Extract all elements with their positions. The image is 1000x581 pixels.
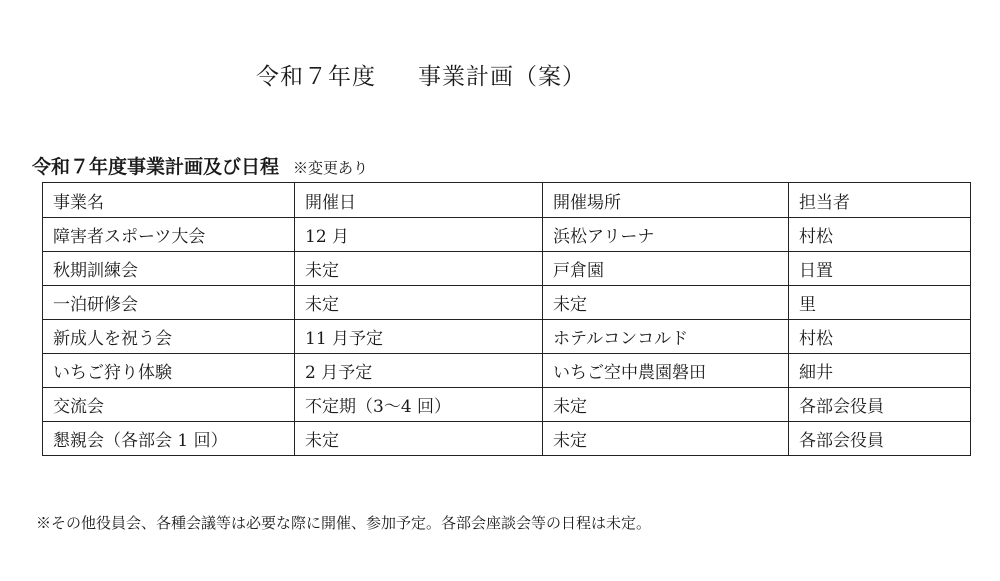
table-row	[43, 388, 971, 422]
cell-project-name: 交流会	[43, 388, 295, 422]
footer-note: ※その他役員会、各種会議等は必要な際に開催、参加予定。各部会座談会等の日程は未定。	[36, 514, 652, 532]
cell-person-in-charge: 村松	[789, 320, 971, 354]
section-heading-text: 令和７年度事業計画及び日程	[32, 156, 280, 178]
cell-person-in-charge: 日置	[789, 252, 971, 286]
cell-date: 12 月	[295, 218, 543, 252]
table-row	[43, 218, 971, 252]
table-row	[43, 286, 971, 320]
cell-date: 未定	[295, 252, 543, 286]
cell-venue: 未定	[543, 286, 789, 320]
cell-project-name: いちご狩り体験	[43, 354, 295, 388]
cell-venue: いちご空中農園磐田	[543, 354, 789, 388]
cell-date: 未定	[295, 286, 543, 320]
cell-venue: ホテルコンコルド	[543, 320, 789, 354]
table-row	[43, 354, 971, 388]
cell-project-name: 秋期訓練会	[43, 252, 295, 286]
header-project-name: 事業名	[43, 183, 295, 218]
table-row	[43, 422, 971, 456]
cell-date: 11 月予定	[295, 320, 543, 354]
cell-person-in-charge: 各部会役員	[789, 422, 971, 456]
document-title	[256, 58, 586, 91]
table-header-row	[43, 183, 971, 218]
plan-table	[42, 182, 971, 456]
cell-person-in-charge: 各部会役員	[789, 388, 971, 422]
cell-venue: 未定	[543, 388, 789, 422]
table-row	[43, 320, 971, 354]
cell-venue: 未定	[543, 422, 789, 456]
cell-venue: 戸倉園	[543, 252, 789, 286]
cell-venue: 浜松アリーナ	[543, 218, 789, 252]
cell-date: 不定期（3～4 回）	[295, 388, 543, 422]
cell-project-name: 障害者スポーツ大会	[43, 218, 295, 252]
cell-project-name: 一泊研修会	[43, 286, 295, 320]
cell-project-name: 新成人を祝う会	[43, 320, 295, 354]
header-date: 開催日	[295, 183, 543, 218]
cell-date: 2 月予定	[295, 354, 543, 388]
title-plan: 事業計画（案）	[418, 64, 586, 90]
header-person-in-charge: 担当者	[789, 183, 971, 218]
cell-person-in-charge: 里	[789, 286, 971, 320]
change-note: ※変更あり	[293, 159, 369, 177]
cell-date: 未定	[295, 422, 543, 456]
cell-project-name: 懇親会（各部会 1 回）	[43, 422, 295, 456]
table-row	[43, 252, 971, 286]
cell-person-in-charge: 村松	[789, 218, 971, 252]
header-venue: 開催場所	[543, 183, 789, 218]
cell-person-in-charge: 細井	[789, 354, 971, 388]
title-fiscal-year: 令和７年度	[256, 64, 376, 90]
section-heading	[32, 152, 368, 179]
